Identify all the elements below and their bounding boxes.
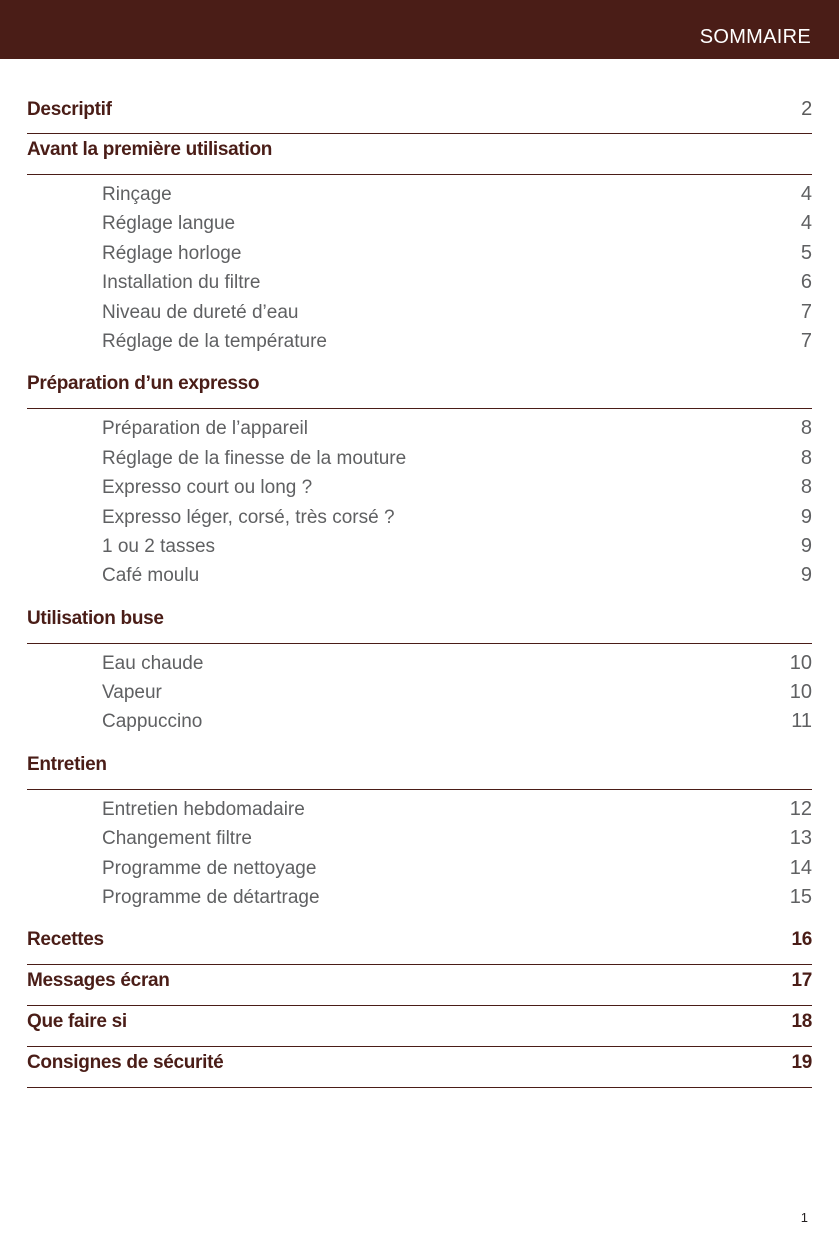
item-page: 14 [789,856,812,879]
item-label: 1 ou 2 tasses [102,535,216,557]
section-page: 19 [791,1052,812,1074]
section-page: 2 [801,98,812,120]
item-label: Changement filtre [102,828,252,850]
toc-section-descriptif[interactable] [27,96,812,134]
toc-item[interactable] [27,886,812,915]
toc-section-preparation-expresso[interactable] [27,371,812,409]
sub-list [27,644,812,752]
item-page: 13 [789,827,812,850]
section-title: Consignes de sécurité [27,1052,224,1074]
toc-item[interactable] [27,417,812,446]
toc-item[interactable] [27,827,812,856]
item-page: 8 [800,417,812,440]
item-label: Eau chaude [102,652,204,674]
section-title: Préparation d’un expresso [27,373,260,395]
page-title: SOMMAIRE [699,26,811,48]
toc-item[interactable] [27,652,812,681]
item-label: Installation du filtre [102,272,261,294]
section-page: 17 [791,970,812,992]
item-label: Vapeur [102,682,162,704]
item-page: 10 [789,651,812,674]
item-page: 8 [800,476,812,499]
item-label: Café moulu [102,565,200,587]
item-page: 12 [789,797,812,820]
item-label: Expresso léger, corsé, très corsé ? [102,506,395,528]
item-page: 15 [789,886,812,909]
toc-item[interactable] [27,271,812,300]
item-page: 8 [800,446,812,469]
toc-item[interactable] [27,476,812,505]
item-label: Cappuccino [102,711,203,733]
toc-section-avant-utilisation[interactable] [27,137,812,175]
toc-item[interactable] [27,301,812,330]
item-page: 7 [800,300,812,323]
item-label: Programme de détartrage [102,887,320,909]
sub-list [27,175,812,371]
table-of-contents [27,96,812,1088]
section-title: Entretien [27,753,107,775]
section-title: Descriptif [27,99,112,120]
item-label: Niveau de dureté d’eau [102,301,299,323]
toc-item[interactable] [27,447,812,476]
toc-item[interactable] [27,183,812,212]
page-number: 1 [800,1210,808,1225]
item-page: 10 [789,681,812,704]
item-page: 7 [800,329,812,352]
toc-item[interactable] [27,330,812,359]
item-label: Réglage de la température [102,330,327,352]
item-page: 9 [800,564,812,587]
section-title: Messages écran [27,970,170,992]
item-label: Réglage horloge [102,242,242,264]
toc-section-entretien[interactable] [27,752,812,790]
item-page: 9 [800,534,812,557]
item-page: 11 [791,710,812,733]
toc-item[interactable] [27,242,812,271]
item-label: Expresso court ou long ? [102,477,313,499]
toc-item[interactable] [27,564,812,593]
section-title: Que faire si [27,1011,127,1033]
toc-item[interactable] [27,710,812,739]
sub-list [27,409,812,605]
item-label: Réglage de la finesse de la mouture [102,447,407,469]
toc-item[interactable] [27,798,812,827]
header-bar [0,0,839,59]
item-page: 5 [800,241,812,264]
item-label: Réglage langue [102,213,236,235]
toc-section-que-faire-si[interactable] [27,1009,812,1047]
toc-section-utilisation-buse[interactable] [27,606,812,644]
item-label: Rinçage [102,184,172,205]
toc-section-consignes-securite[interactable] [27,1050,812,1088]
toc-item[interactable] [27,857,812,886]
toc-section-recettes[interactable] [27,927,812,965]
item-label: Entretien hebdomadaire [102,798,305,820]
item-label: Préparation de l’appareil [102,418,308,440]
section-title: Utilisation buse [27,607,164,629]
toc-section-messages-ecran[interactable] [27,968,812,1006]
section-title: Recettes [27,929,104,951]
item-page: 6 [800,271,812,294]
item-page: 4 [800,212,812,235]
sub-list [27,790,812,928]
toc-item[interactable] [27,212,812,241]
toc-item[interactable] [27,506,812,535]
item-label: Programme de nettoyage [102,857,317,879]
section-page: 18 [791,1011,812,1033]
section-title: Avant la première utilisation [27,139,273,160]
item-page: 4 [800,183,812,205]
section-page: 16 [791,929,812,951]
toc-item[interactable] [27,681,812,710]
item-page: 9 [800,505,812,528]
toc-item[interactable] [27,535,812,564]
